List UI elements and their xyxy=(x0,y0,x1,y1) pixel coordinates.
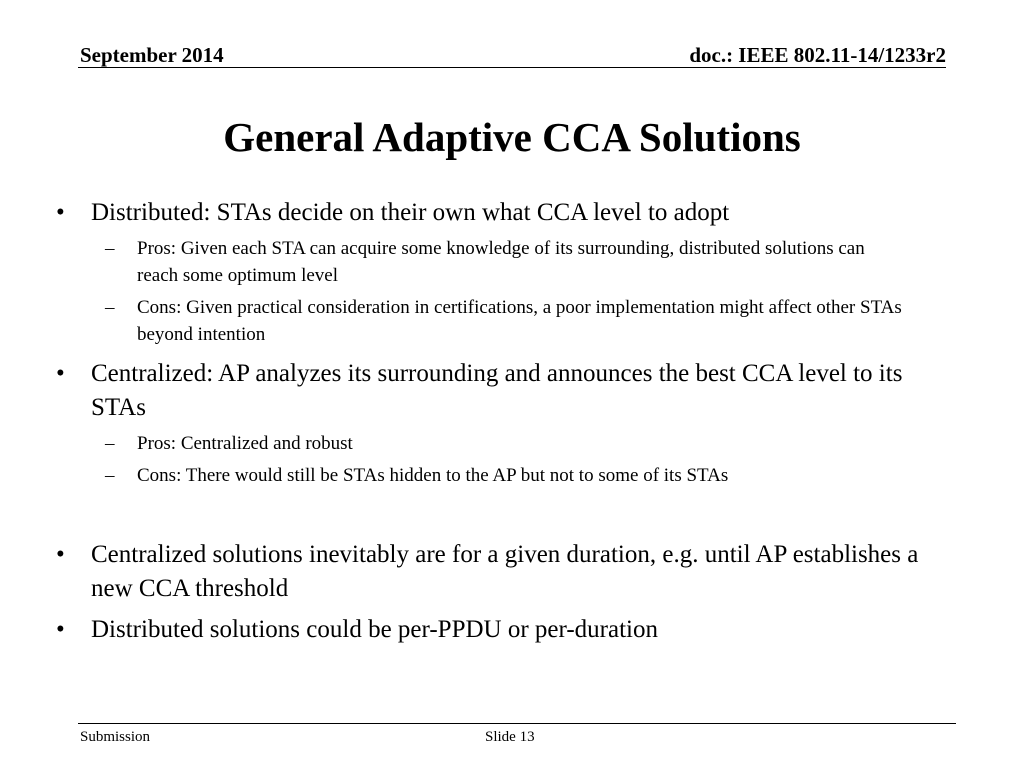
bullet-marker: • xyxy=(56,616,65,643)
bullet-text: Centralized: AP analyzes its surrounding and announces the best CCA level to its STAs xyxy=(91,360,903,421)
footer-divider xyxy=(78,723,956,724)
sub-bullet-marker: – xyxy=(105,465,115,486)
sub-bullet-text: Pros: Given each STA can acquire some knowledge of its surrounding, distributed solutions can reach some optimum level xyxy=(137,238,865,286)
sub-bullet-text: Cons: Given practical consideration in certifications, a poor implementation might affect other STAs beyond intention xyxy=(137,297,902,345)
sub-bullet-text: Cons: There would still be STAs hidden to the AP but not to some of its STAs xyxy=(137,465,729,486)
sub-bullet-text: Pros: Centralized and robust xyxy=(137,433,353,454)
sub-bullet-marker: – xyxy=(105,297,115,318)
slide-title: General Adaptive CCA Solutions xyxy=(223,114,801,160)
sub-bullet-marker: – xyxy=(105,238,115,259)
bullet-marker: • xyxy=(56,199,65,226)
header-date: September 2014 xyxy=(80,43,224,67)
sub-bullet-marker: – xyxy=(105,433,115,454)
header-doc-id: doc.: IEEE 802.11-14/1233r2 xyxy=(689,43,946,67)
footer-submission: Submission xyxy=(80,729,151,745)
bullet-text: Distributed: STAs decide on their own what CCA level to adopt xyxy=(91,199,730,226)
bullet-marker: • xyxy=(56,360,65,387)
bullet-text: Distributed solutions could be per-PPDU or per-duration xyxy=(91,616,658,643)
bullet-marker: • xyxy=(56,541,65,568)
bullet-text: Centralized solutions inevitably are for a given duration, e.g. until AP establishes a new CCA threshold xyxy=(91,541,919,602)
footer-slide-number: Slide 13 xyxy=(485,729,535,745)
